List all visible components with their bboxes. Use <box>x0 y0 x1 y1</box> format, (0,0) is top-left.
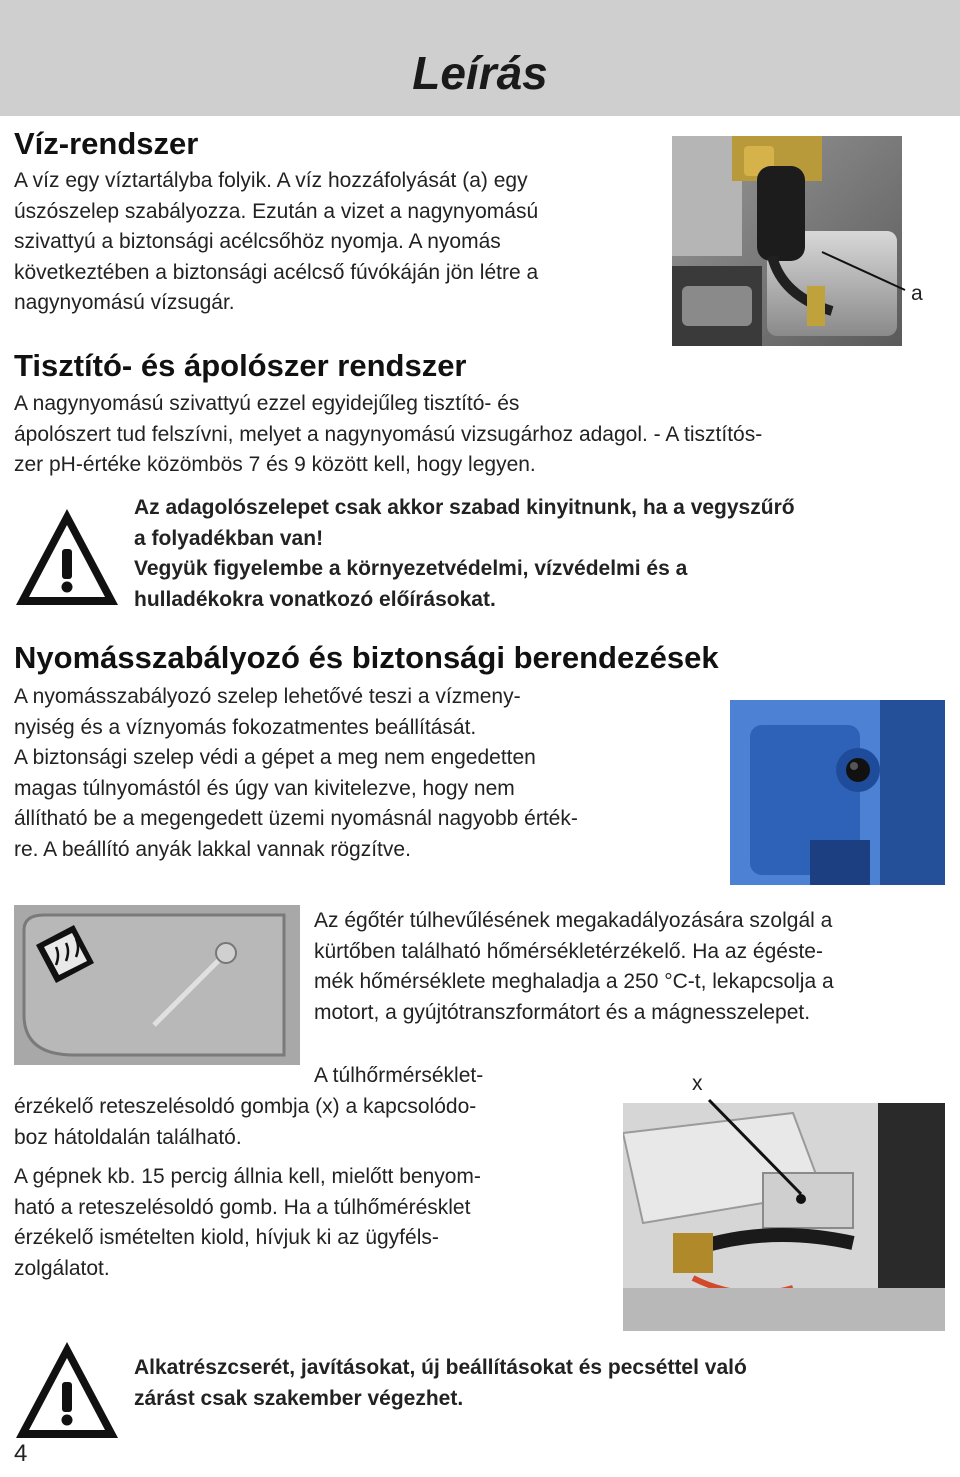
warning-icon <box>12 505 122 609</box>
temperature-sensor-photo <box>14 905 300 1065</box>
page-number: 4 <box>14 1440 28 1467</box>
heading-cleaning-system: Tisztító- és ápolószer rendszer <box>14 348 467 383</box>
cleaning-paragraph: A nagynyomású szivattyú ezzel egyidejűleg tisztító- és ápolószert tud felszívni, melyet a nagynyomású vizsugárhoz adagol. - A tisztítós- zer pH-értéke közömbös 7 és 9 között kell, hogy legyen. <box>14 392 763 476</box>
heading-pressure-safety: Nyomásszabályozó és biztonsági berendezések <box>14 640 719 675</box>
pointer-line-x <box>705 1096 815 1206</box>
pressure-regulator-photo <box>730 700 945 885</box>
heading-water-system: Víz-rendszer <box>14 126 199 161</box>
pointer-line-a <box>820 250 910 295</box>
warning-icon <box>12 1338 122 1442</box>
page-header-title: Leírás <box>412 47 548 99</box>
figure-label-x: x <box>692 1072 703 1095</box>
reset-paragraph: érzékelő reteszelésoldó gombja (x) a kapcsolódo- boz hátoldalán található. <box>14 1095 477 1149</box>
temperature-paragraph: Az égőtér túlhevűlésének megakadályozására szolgál a kürtőben található hőmérsékletérzékelő. Ha az égéste- mék hőmérséklete meghaladja a 250 °C-t, lekapcsolja a motort, a gyújtótranszformátort és a mágnesszelepet. <box>314 909 834 1024</box>
pressure-paragraph: A nyomásszabályozó szelep lehetővé teszi a vízmeny- nyiség és a víznyomás fokozatmentes beállítását. A biztonsági szelep védi a gépet a meg nem engedetten magas túlnyomástól és úgy van kivitelezve, hogy nem állítható be a megengedett üzemi nyomásnál nagyobb érték- re. A beállító anyák lakkal vannak rögzítve. <box>14 685 578 861</box>
chemical-warning-text: Az adagolószelepet csak akkor szabad kinyitnunk, ha a vegyszűrő a folyadékban van! Vegyük figyelembe a környezetvédelmi, vízvédelmi és a hulladékokra vonatkozó előírásokat. <box>134 496 795 611</box>
wait-paragraph: A gépnek kb. 15 percig állnia kell, mielőtt benyom- ható a reteszelésoldó gomb. Ha a túlhőmérésklet érzékelő ismételten kiold, hívjuk ki az ügyféls- zolgálatot. <box>14 1165 481 1280</box>
figure-label-a: a <box>911 282 923 305</box>
reset-paragraph-first-line: A túlhőrmérséklet- <box>314 1064 484 1087</box>
specialist-warning-text: Alkatrészcserét, javításokat, új beállításokat és pecséttel való zárást csak szakember végezhet. <box>134 1356 747 1410</box>
pump-photo <box>672 136 902 346</box>
water-paragraph: A víz egy víztartályba folyik. A víz hozzáfolyását (a) egy úszószelep szabályozza. Ezután a vizet a nagynyomású szivattyú a biztonsági acélcsőhöz nyomja. A nyomás következtében a biztonsági acélcső fúvókáján jön létre a nagynyomású vízsugár. <box>14 169 539 314</box>
